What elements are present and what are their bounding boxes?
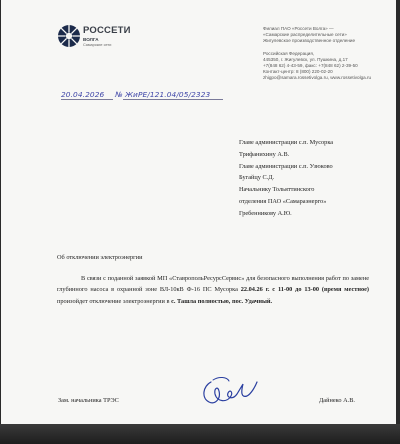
addressee-line: Главе администрации с.п. Узюково bbox=[239, 162, 333, 170]
signatory-role: Зам. начальника ТРЭС bbox=[58, 397, 119, 404]
body-bold-datetime: 22.04.26 г. с 11-00 до 13-00 (время местное) bbox=[240, 286, 369, 294]
body-text-2: произойдет отключение электроэнергии в bbox=[57, 297, 172, 305]
letter-body bbox=[57, 273, 369, 307]
handwritten-signature bbox=[197, 372, 261, 412]
rosseti-logo bbox=[57, 24, 177, 54]
organization-details bbox=[263, 26, 393, 82]
org-line: «Самарские распределительные сети» bbox=[263, 32, 347, 38]
addressee-line: Главе администрации с.п. Мусорка bbox=[239, 139, 334, 146]
addressee-line: Гребенникову А.Ю. bbox=[239, 209, 292, 217]
contact-line: Российская Федерация, bbox=[263, 50, 315, 56]
registration-date: 20.04.2026 bbox=[61, 90, 105, 99]
addressee-line: Трифанихину А.В. bbox=[239, 150, 290, 158]
contact-line: +7(848 62) 4-43-59, факс: +7(848 62) 2-39-50 bbox=[263, 63, 358, 69]
number-underline bbox=[123, 99, 223, 100]
body-text-1: В связи с поданной заявкой МП «СтавропольРесурсСервис» для безопасного выполнения работ по замене глубинного насоса в охранной зоне ВЛ-10кВ Ф-16 ПС Мусорка bbox=[57, 275, 369, 294]
letter-page bbox=[1, 0, 396, 424]
addressee-line: отделения ПАО «Самараэнерго» bbox=[239, 197, 327, 205]
addressee-line: Бугайцу С.Д. bbox=[239, 174, 275, 182]
org-line: Жигулевское производственное отделение bbox=[263, 38, 356, 44]
contact-line: zhigpo@samara.rossetivolga.ru, www.rossetivolga.ru bbox=[263, 75, 372, 81]
logo-subtitle: ВОЛГА bbox=[83, 37, 99, 42]
date-underline bbox=[61, 99, 113, 100]
contact-line: Контакт-центр: 8 (800) 220-02-20 bbox=[263, 69, 333, 75]
logo-name: РОССЕТИ bbox=[83, 25, 131, 36]
registration-line bbox=[61, 90, 261, 102]
rosseti-logo-icon bbox=[57, 24, 81, 48]
body-bold-locations: с. Ташла полностью, пос. Удачный. bbox=[171, 297, 273, 305]
org-line: Филиал ПАО «Россети Волга» — bbox=[263, 26, 334, 31]
signatory-name: Дайнеко А.В. bbox=[319, 397, 355, 404]
registration-number: ЖиРЕ/121.04/05/2323 bbox=[125, 90, 211, 99]
letter-subject: Об отключении электроэнергии bbox=[57, 254, 143, 261]
registration-number-prefix: № bbox=[115, 90, 123, 99]
logo-subtitle-2: Самарские сети bbox=[83, 43, 112, 47]
addressee-line: Начальнику Тольяттинского bbox=[239, 186, 315, 194]
background-edge bbox=[0, 424, 400, 444]
contact-line: 445350, г. Жигулевск, ул. Пушкина, д.17 bbox=[263, 56, 348, 62]
addressee-block bbox=[239, 137, 396, 220]
